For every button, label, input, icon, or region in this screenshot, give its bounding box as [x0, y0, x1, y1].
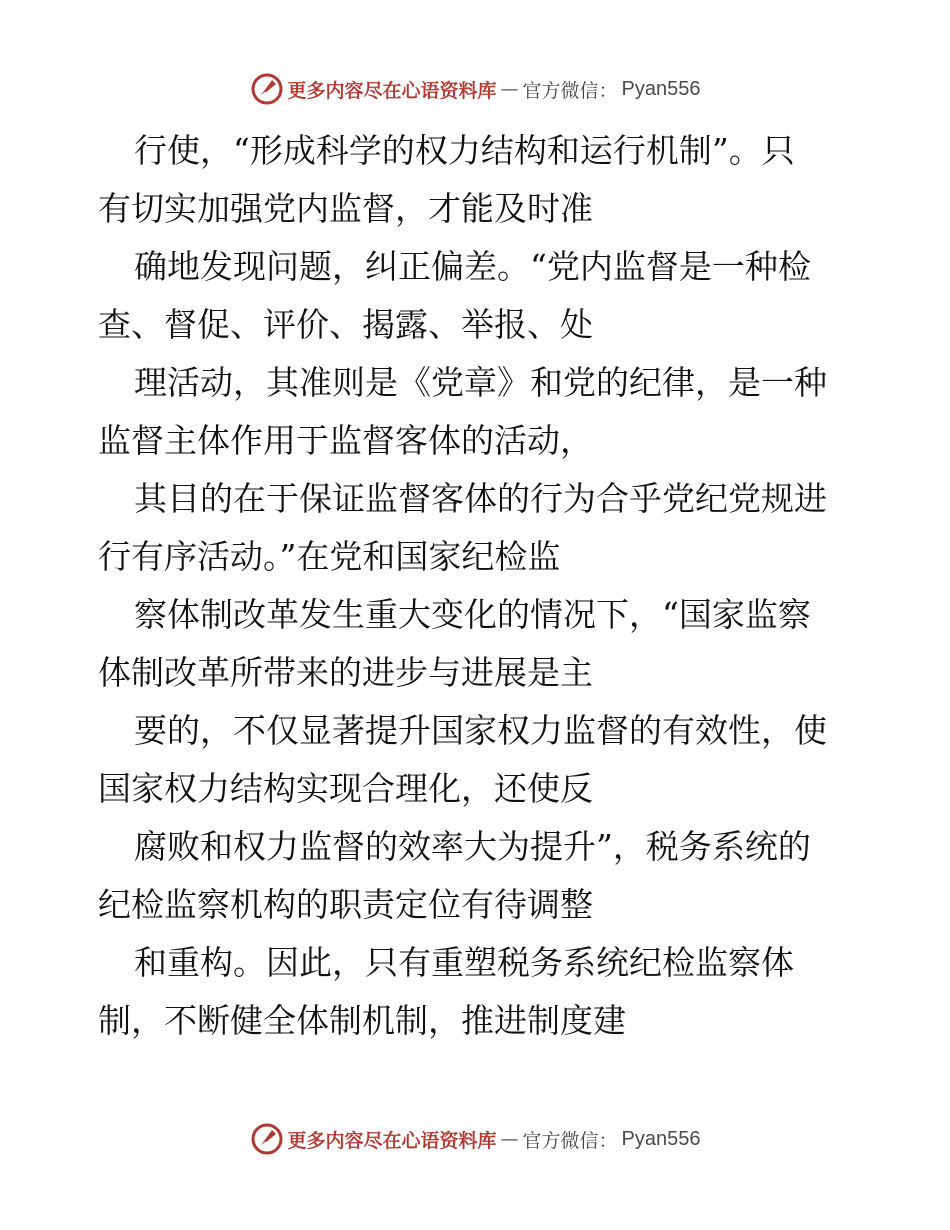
body-line-4: 查、督促、评价、揭露、举报、处	[98, 305, 593, 344]
body-line-12: 国家权力结构实现合理化，还使反	[98, 769, 593, 808]
quill-circle-icon	[250, 1122, 284, 1156]
header-slogan: 更多内容尽在心语资料库	[287, 79, 497, 102]
header-wechat-label: 官方微信：	[522, 79, 618, 102]
quill-circle-icon	[250, 72, 284, 106]
body-line-15: 和重构。因此，只有重塑税务系统纪检监察体	[134, 943, 794, 982]
body-line-5: 理活动，其准则是《党章》和党的纪律，是一种	[134, 363, 827, 402]
footer-separator: —	[500, 1128, 519, 1150]
body-line-8: 行有序活动。”在党和国家纪检监	[98, 537, 561, 576]
footer-wechat-id: Pyan556	[621, 1127, 701, 1150]
body-line-3: 确地发现问题，纠正偏差。“党内监督是一种检	[134, 247, 811, 286]
body-line-2: 有切实加强党内监督，才能及时准	[98, 189, 593, 228]
header-wechat-id: Pyan556	[621, 77, 701, 100]
body-line-14: 纪检监察机构的职责定位有待调整	[98, 885, 593, 924]
body-line-16: 制，不断健全体制机制，推进制度建	[98, 1001, 626, 1040]
body-line-9: 察体制改革发生重大变化的情况下，“国家监察	[134, 595, 811, 634]
header-separator: —	[500, 78, 519, 100]
body-line-13: 腐败和权力监督的效率大为提升”，税务系统的	[134, 827, 811, 866]
body-line-11: 要的，不仅显著提升国家权力监督的有效性，使	[134, 711, 827, 750]
body-line-1: 行使，“形成科学的权力结构和运行机制”。只	[134, 131, 795, 170]
footer-slogan: 更多内容尽在心语资料库	[287, 1129, 497, 1152]
footer-banner	[0, 1122, 950, 1156]
footer-wechat-label: 官方微信：	[522, 1129, 618, 1152]
body-line-7: 其目的在于保证监督客体的行为合乎党纪党规进	[134, 479, 827, 518]
header-banner	[0, 72, 950, 106]
body-line-10: 体制改革所带来的进步与进展是主	[98, 653, 593, 692]
document-body	[98, 122, 858, 1050]
body-line-6: 监督主体作用于监督客体的活动，	[98, 421, 593, 460]
